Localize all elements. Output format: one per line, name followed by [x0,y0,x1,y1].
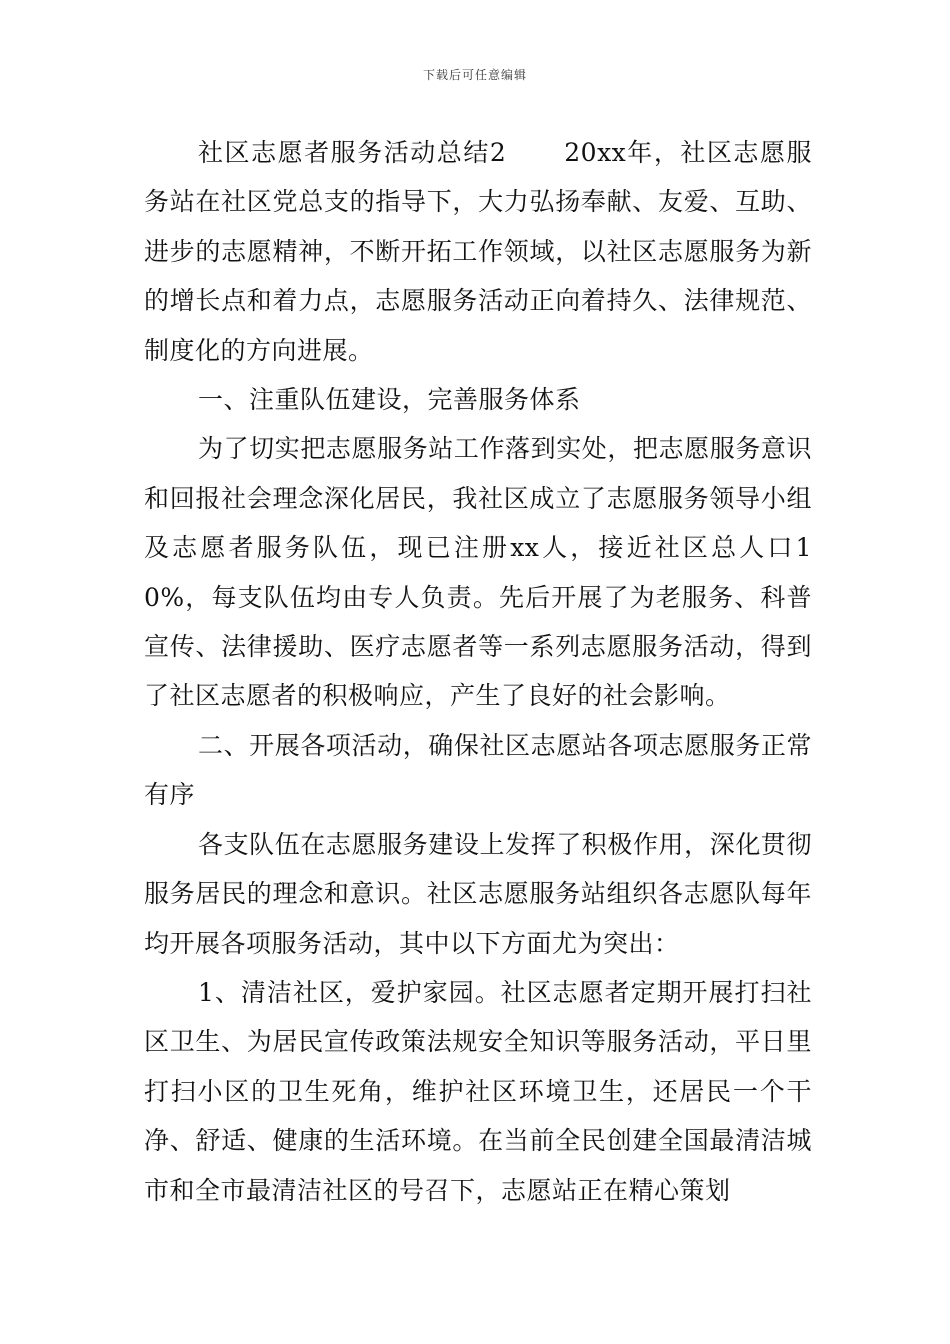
section-heading-1: 一、注重队伍建设，完善服务体系 [198,385,581,415]
header-note: 下载后可任意编辑 [422,68,527,82]
body-paragraph-2: 各支队伍在志愿服务建设上发挥了积极作用，深化贯彻服务居民的理念和意识。社区志愿服务站组织各志愿队每年均开展各项服务活动，其中以下方面尤为突出： [144,829,812,958]
intro-text: 20xx年，社区志愿服务站在社区党总支的指导下，大力弘扬奉献、友爱、互助、进步的志愿精神，不断开拓工作领域，以社区志愿服务为新的增长点和着力点，志愿服务活动正向着持久、法律规范、制度化的方向进展。 [144,138,812,365]
body-paragraph-1: 为了切实把志愿服务站工作落到实处，把志愿服务意识和回报社会理念深化居民，我社区成立了志愿服务领导小组及志愿者服务队伍，现已注册xx人，接近社区总人口10%，每支队伍均由专人负责。先后开展了为老服务、科普宣传、法律援助、医疗志愿者等一系列志愿服务活动，得到了社区志愿者的积极响应，产生了良好的社会影响。 [144,434,812,711]
body-paragraph-3: 1、清洁社区，爱护家园。社区志愿者定期开展打扫社区卫生、为居民宣传政策法规安全知识等服务活动，平日里打扫小区的卫生死角，维护社区环境卫生，还居民一个干净、舒适、健康的生活环境。在当前全民创建全国最清洁城市和全市最清洁社区的号召下，志愿站正在精心策划 [144,977,812,1205]
document-title: 社区志愿者服务活动总结2 [198,138,507,167]
intro-paragraph [144,128,812,375]
document-body [144,128,812,1215]
section-heading-2: 二、开展各项活动，确保社区志愿站各项志愿服务正常有序 [144,730,812,810]
